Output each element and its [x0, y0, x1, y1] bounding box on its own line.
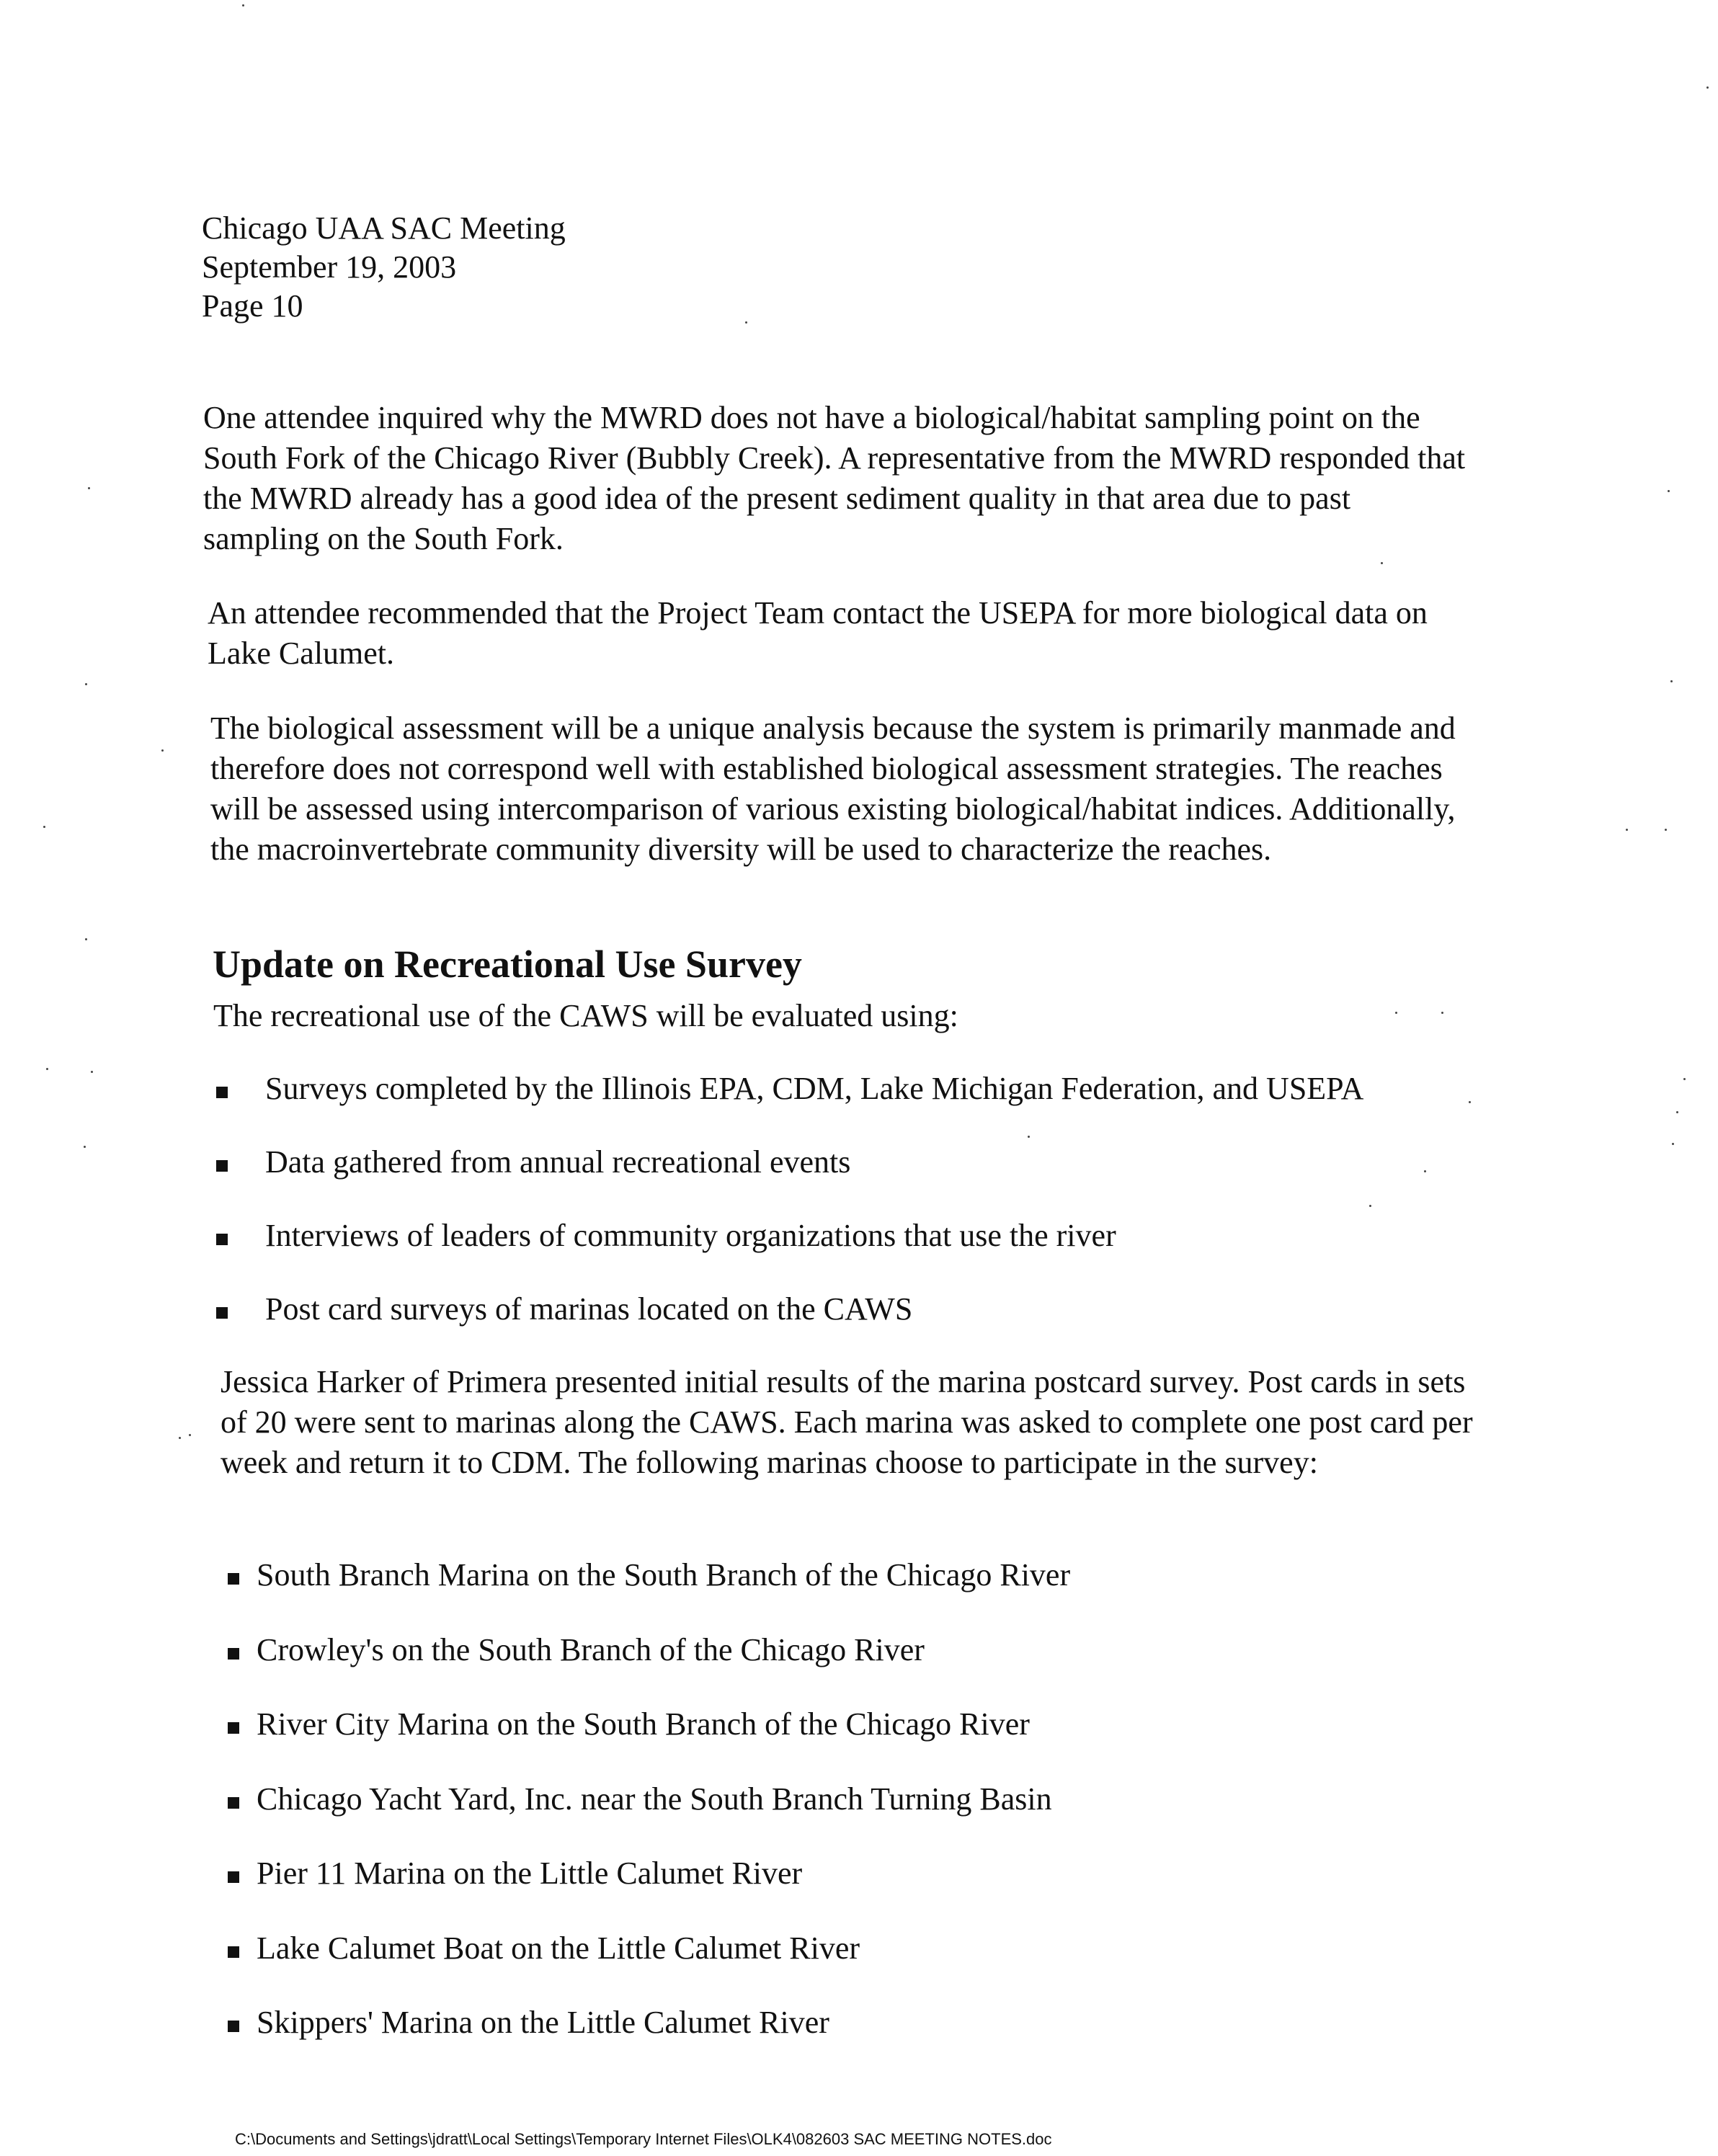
- scan-speck: [161, 749, 164, 752]
- list-item: [225, 1928, 1070, 2003]
- bullet-square-icon: [216, 1087, 228, 1098]
- list-item-text: Crowley's on the South Branch of the Chicago River: [257, 1631, 925, 1667]
- scan-speck: [85, 938, 87, 940]
- scan-speck: [1441, 1012, 1443, 1014]
- list-item-text: Chicago Yacht Yard, Inc. near the South Branch Turning Basin: [257, 1781, 1052, 1817]
- bullet-square-icon: [228, 2021, 239, 2032]
- list-item: [225, 1555, 1070, 1630]
- list-item: [213, 1142, 1363, 1216]
- list-item: [225, 2003, 1070, 2077]
- paragraph-lake-calumet: An attendee recommended that the Project Team contact the USEPA for more biological data on Lake Calumet.: [208, 595, 1428, 671]
- scan-speck: [1424, 1170, 1426, 1172]
- scan-speck: [1381, 562, 1383, 564]
- scan-speck: [88, 487, 90, 489]
- scan-speck: [189, 1434, 191, 1436]
- evaluation-methods-list: [213, 1069, 1363, 1363]
- bullet-square-icon: [216, 1307, 228, 1319]
- list-item-text: South Branch Marina on the South Branch of the Chicago River: [257, 1557, 1071, 1592]
- paragraph-sampling-point: One attendee inquired why the MWRD does not have a biological/habitat sampling point on the South Fork of the Chicago River (Bubbly Creek). A representative from the MWRD responded that the MWRD already has a good idea of the present sediment quality in that area due to past sampling on the South Fork.: [203, 400, 1466, 556]
- list-item-text: Post card surveys of marinas located on the CAWS: [265, 1291, 913, 1327]
- scan-speck: [1626, 829, 1628, 831]
- scan-speck: [1676, 1111, 1678, 1113]
- list-item-text: Pier 11 Marina on the Little Calumet River: [257, 1856, 803, 1891]
- list-item: [225, 1630, 1070, 1705]
- header-page-number: Page 10: [202, 288, 303, 324]
- scan-speck: [46, 1068, 48, 1070]
- scan-speck: [1469, 1101, 1471, 1103]
- scan-speck: [1665, 829, 1667, 831]
- list-item-text: River City Marina on the South Branch of the Chicago River: [257, 1706, 1030, 1742]
- list-item-text: Interviews of leaders of community organizations that use the river: [265, 1218, 1116, 1253]
- list-item-text: Lake Calumet Boat on the Little Calumet River: [257, 1930, 860, 1966]
- bullet-square-icon: [216, 1160, 228, 1172]
- scan-speck: [43, 826, 45, 828]
- scan-speck: [1683, 1078, 1686, 1080]
- list-item: [225, 1779, 1070, 1854]
- scan-speck: [1668, 490, 1670, 492]
- bullet-square-icon: [228, 1573, 239, 1585]
- scan-speck: [1028, 1136, 1030, 1138]
- scan-speck: [745, 321, 747, 324]
- section-heading: Update on Recreational Use Survey: [213, 943, 802, 986]
- header-date: September 19, 2003: [202, 249, 457, 285]
- scan-speck: [84, 1146, 86, 1148]
- scan-speck: [85, 683, 87, 685]
- scan-speck: [1672, 1143, 1674, 1145]
- bullet-square-icon: [216, 1234, 228, 1245]
- scan-speck: [1670, 680, 1673, 682]
- list-item-text: Surveys completed by the Illinois EPA, CDM, Lake Michigan Federation, and USEPA: [265, 1071, 1364, 1106]
- scan-speck: [242, 4, 244, 6]
- list-item: [213, 1289, 1363, 1363]
- footer-file-path: C:\Documents and Settings\jdratt\Local Settings\Temporary Internet Files\OLK4\082603 SAC MEETING NOTES.doc: [235, 2130, 1052, 2148]
- bullet-square-icon: [228, 1946, 239, 1958]
- section-intro: The recreational use of the CAWS will be evaluated using:: [213, 998, 958, 1033]
- scan-speck: [91, 1071, 93, 1073]
- list-item: [213, 1216, 1363, 1289]
- list-item: [213, 1069, 1363, 1142]
- bullet-square-icon: [228, 1648, 239, 1660]
- scan-speck: [179, 1437, 181, 1439]
- scan-speck: [1706, 86, 1709, 89]
- paragraph-biological-assessment: The biological assessment will be a unique analysis because the system is primarily manmade and therefore does not correspond well with established biological assessment strategies. The reaches will be assessed using intercomparison of various existing biological/habitat indices. Additionally, the macroinvertebrate community diversity will be used to characterize the reaches.: [210, 710, 1456, 867]
- bullet-square-icon: [228, 1871, 239, 1883]
- scan-speck: [1369, 1205, 1371, 1207]
- header-meeting-title: Chicago UAA SAC Meeting: [202, 210, 566, 246]
- participating-marinas-list: [225, 1555, 1070, 2077]
- list-item-text: Skippers' Marina on the Little Calumet River: [257, 2005, 829, 2040]
- list-item: [225, 1704, 1070, 1779]
- bullet-square-icon: [228, 1722, 239, 1734]
- scan-speck: [1395, 1012, 1397, 1014]
- paragraph-postcard-survey: Jessica Harker of Primera presented initial results of the marina postcard survey. Post cards in sets of 20 were sent to marinas along the CAWS. Each marina was asked to complete one post card per week and return it to CDM. The following marinas choose to participate in the survey:: [221, 1364, 1473, 1480]
- bullet-square-icon: [228, 1797, 239, 1809]
- page-header: [202, 209, 566, 326]
- list-item: [225, 1853, 1070, 1928]
- list-item-text: Data gathered from annual recreational events: [265, 1144, 851, 1180]
